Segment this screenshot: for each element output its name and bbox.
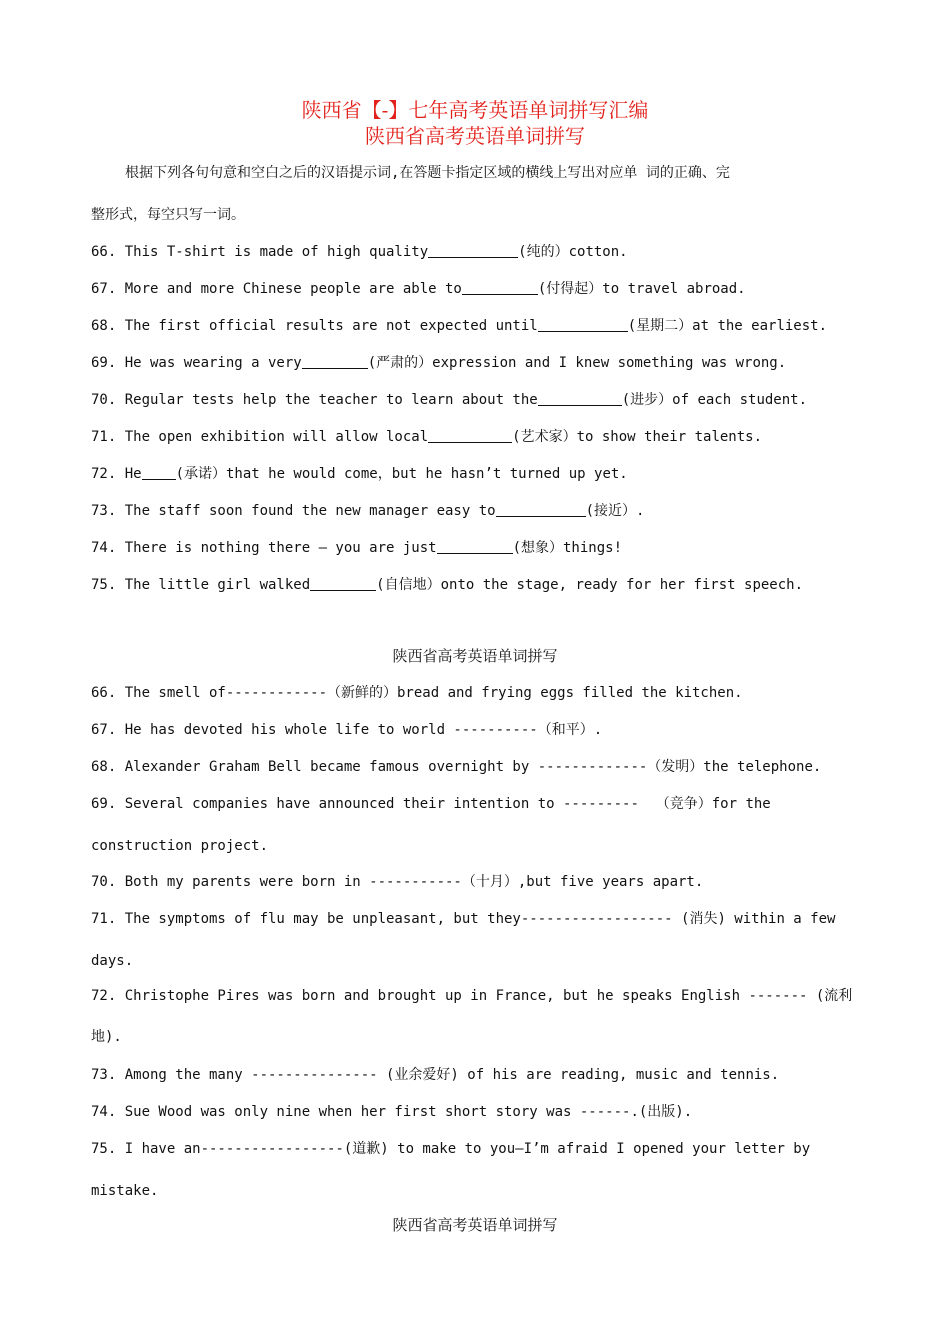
question-text: 74. There is nothing there — you are just [91,540,437,556]
question-66 [91,242,860,262]
question-hint: (纯的）cotton. [518,244,628,260]
question-line: 69. Several companies have announced their intention to --------- （竞争）for the [91,796,771,812]
question-68 [91,316,860,336]
section-heading: 陕西省高考英语单词拼写 [392,647,558,665]
question-line: 75. I have an-----------------(道歉) to make to you—I’m afraid I opened your letter by [91,1141,811,1157]
question-69 [91,353,860,373]
question-line: days. [91,953,134,969]
section-heading: 陕西省高考英语单词拼写 [392,1216,558,1234]
question-line: 72. Christophe Pires was born and brought up in France, but he speaks English ------- (流利 [91,988,853,1004]
answer-blank[interactable] [462,280,538,295]
answer-blank[interactable] [538,391,622,406]
question-hint: (想象）things! [512,540,623,556]
instructions-line-1: 根据下列各句句意和空白之后的汉语提示词,在答题卡指定区域的横线上写出对应单 词的正确、完 [125,165,730,181]
question-line: 71. The symptoms of flu may be unpleasant, but they------------------ (消失) within a few [91,911,836,927]
question-hint: (进步）of each student. [621,392,808,408]
answer-blank[interactable] [437,539,513,554]
answer-blank[interactable] [496,502,586,517]
question-line: 67. He has devoted his whole life to world ----------（和平）. [91,722,603,738]
question-67 [91,279,860,299]
question-hint: (星期二）at the earliest. [627,318,828,334]
question-line: construction project. [91,838,269,854]
question-75 [91,575,860,595]
question-line: mistake. [91,1183,159,1199]
answer-blank[interactable] [310,576,376,591]
document-subtitle: 陕西省高考英语单词拼写 [365,124,585,148]
answer-blank[interactable] [428,428,512,443]
question-text: 72. He [91,466,142,482]
question-72 [91,464,860,484]
question-line: 74. Sue Wood was only nine when her first short story was ------.(出版). [91,1104,693,1120]
answer-blank[interactable] [142,465,176,480]
answer-blank[interactable] [538,317,628,332]
question-text: 66. This T-shirt is made of high quality [91,244,429,260]
question-hint: (承诺）that he would come，but he hasn’t turned up yet. [175,466,628,482]
question-line: 70. Both my parents were born in -----------（十月）,but five years apart. [91,874,704,890]
question-text: 69. He was wearing a very [91,355,302,371]
question-text: 75. The little girl walked [91,577,311,593]
question-70 [91,390,860,410]
question-text: 68. The first official results are not expected until [91,318,538,334]
question-line: 68. Alexander Graham Bell became famous overnight by -------------（发明）the telephone. [91,759,822,775]
question-text: 67. More and more Chinese people are able to [91,281,462,297]
question-hint: (严肃的）expression and I knew something was wrong. [367,355,787,371]
question-text: 71. The open exhibition will allow local [91,429,429,445]
question-line: 地). [91,1029,122,1045]
question-text: 73. The staff soon found the new manager easy to [91,503,496,519]
answer-blank[interactable] [428,243,518,258]
document-title: 陕西省【-】七年高考英语单词拼写汇编 [301,98,649,122]
question-line: 66. The smell of------------（新鲜的）bread and frying eggs filled the kitchen. [91,685,743,701]
question-74 [91,538,860,558]
question-73 [91,501,860,521]
answer-blank[interactable] [302,354,368,369]
question-hint: (艺术家）to show their talents. [512,429,763,445]
question-hint: (接近）. [585,503,645,519]
question-line: 73. Among the many --------------- (业余爱好) of his are reading, music and tennis. [91,1067,780,1083]
question-hint: (自信地）onto the stage, ready for her first speech. [376,577,804,593]
question-71 [91,427,860,447]
instructions-line-2: 整形式，每空只写一词。 [91,207,245,223]
question-text: 70. Regular tests help the teacher to learn about the [91,392,538,408]
question-hint: (付得起）to travel abroad. [537,281,746,297]
